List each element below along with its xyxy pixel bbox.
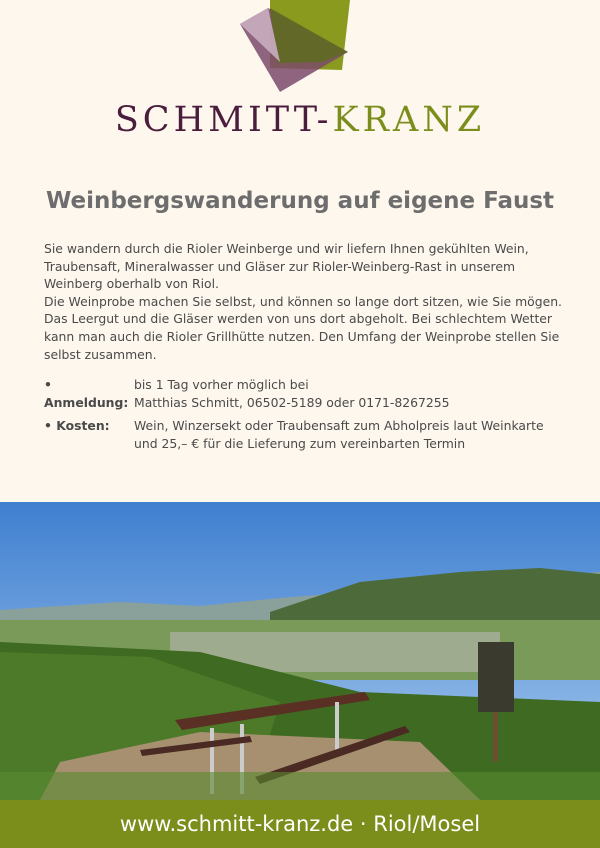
paragraph: Sie wandern durch die Rioler Weinberge und wir liefern Ihnen gekühlten Wein, Traubensaft, Mineralwasser und Gläser zur Rioler-Weinberg-Rast in unserem Weinberg oberhalb von Riol. [44, 241, 529, 292]
detail-label: • Kosten: [44, 418, 110, 434]
footer-bar: www.schmitt-kranz.de · Riol/Mosel [0, 800, 600, 848]
page-title: Weinbergswanderung auf eigene Faust [45, 188, 555, 214]
detail-registration [44, 376, 564, 411]
description [44, 240, 564, 363]
detail-label: • Anmeldung: [44, 377, 129, 410]
logo-mark [0, 0, 600, 100]
detail-line: Wein, Winzersekt oder Traubensaft zum Abholpreis laut Weinkarte [134, 418, 544, 434]
detail-line: Matthias Schmitt, 06502-5189 oder 0171-8267255 [134, 394, 450, 410]
detail-line: bis 1 Tag vorher möglich bei [134, 377, 309, 392]
brand-part1: SCHMITT- [114, 100, 333, 140]
brand-part2: KRANZ [332, 100, 486, 140]
paragraph: Die Weinprobe machen Sie selbst, und können so lange dort sitzen, wie Sie mögen. Das Leergut und die Gläser werden von uns dort abgeholt. Bei schlechtem Wetter kann man auch die Rioler Grillhütte nutzen. Den Umfang der Weinprobe stellen Sie selbst zusammen. [44, 293, 562, 362]
details-list [44, 376, 564, 458]
vineyard-photo [0, 502, 600, 800]
brand-wordmark [0, 100, 600, 140]
detail-line: und 25,– € für die Lieferung zum vereinbarten Termin [134, 435, 466, 451]
detail-costs [44, 417, 564, 452]
